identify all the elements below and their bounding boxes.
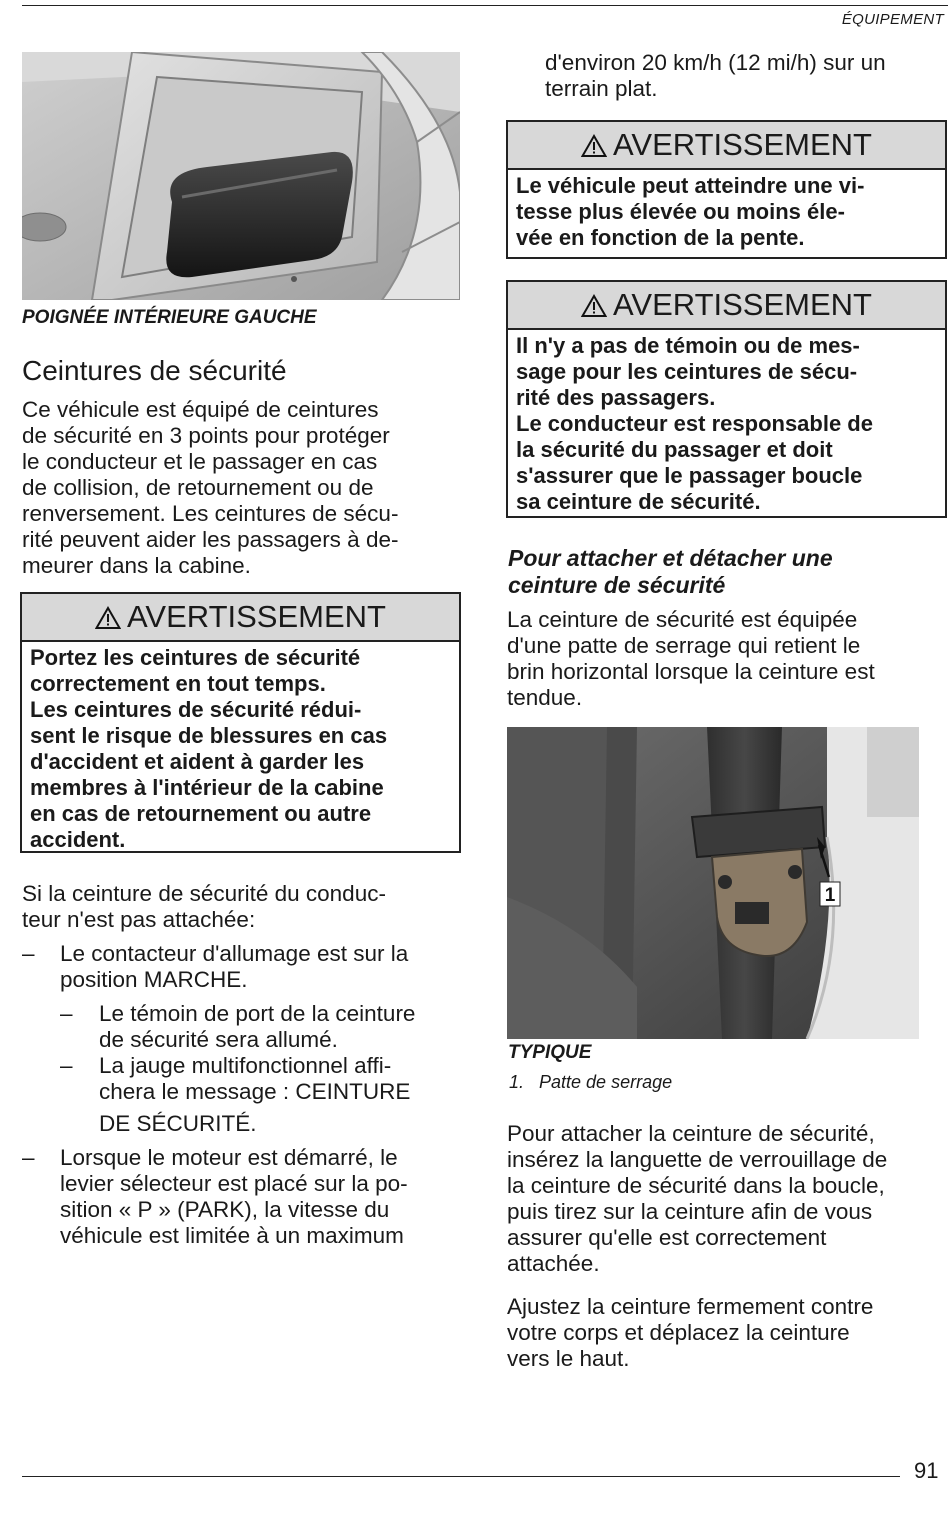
warning-title: AVERTISSEMENT — [127, 599, 386, 634]
text-line: sition « P » (PARK), la vitesse du — [60, 1197, 390, 1222]
text-line: assurer qu'elle est correctement — [507, 1225, 827, 1250]
text-line: brin horizontal lorsque la ceinture est — [507, 659, 875, 684]
attach-paragraph — [507, 1121, 945, 1277]
text-line: Les ceintures de sécurité rédui- — [30, 697, 362, 722]
belt-clip-paragraph — [507, 607, 945, 711]
list-dash: – — [22, 1145, 35, 1170]
text-line: La ceinture de sécurité est équipée — [507, 607, 858, 632]
text-line: Lorsque le moteur est démarré, le — [60, 1145, 398, 1170]
warning-box-seatbelt — [20, 592, 461, 853]
text-line: Le véhicule peut atteindre une vi- — [516, 173, 865, 198]
warning-text — [508, 330, 945, 519]
callout-number: 1 — [824, 885, 836, 906]
text-line: sage pour les ceintures de sécu- — [516, 359, 858, 384]
adjust-paragraph — [507, 1294, 945, 1372]
text-line: sent le risque de blessures en cas — [30, 723, 388, 748]
intro-paragraph — [22, 397, 460, 579]
warning-triangle-icon — [581, 134, 607, 158]
text-line: d'une patte de serrage qui retient le — [507, 633, 861, 658]
text-line: levier sélecteur est placé sur la po- — [60, 1171, 408, 1196]
warning-title: AVERTISSEMENT — [613, 287, 872, 322]
condition-paragraph — [22, 881, 460, 933]
text-line: tendue. — [507, 685, 583, 710]
warning-triangle-icon — [95, 606, 121, 630]
text-line: de sécurité en 3 points pour protéger — [22, 423, 390, 448]
figure-caption-typical: TYPIQUE — [508, 1042, 592, 1063]
warning-triangle-icon — [581, 294, 607, 318]
text-line: terrain plat. — [545, 76, 658, 101]
text-line: le conducteur et le passager en cas — [22, 449, 378, 474]
warning-text — [22, 642, 459, 857]
text-line: Si la ceinture de sécurité du conduc- — [22, 881, 386, 906]
text-line: position MARCHE. — [60, 967, 248, 992]
list-item-engine-started — [60, 1145, 460, 1249]
text-line: rité peuvent aider les passagers à de- — [22, 527, 399, 552]
text-line: tesse plus élevée ou moins éle- — [516, 199, 845, 224]
section-header: ÉQUIPEMENT — [841, 11, 944, 28]
section-title: Ceintures de sécurité — [22, 355, 287, 386]
list-dash: – — [22, 941, 35, 966]
text-line: ceinture de sécurité — [508, 572, 726, 598]
text-line: la sécurité du passager et doit — [516, 437, 833, 462]
seatbelt-photo — [507, 727, 919, 1039]
list-dash: – — [60, 1053, 73, 1078]
text-line: Il n'y a pas de témoin ou de mes- — [516, 333, 860, 358]
text-line: Portez les ceintures de sécurité — [30, 645, 361, 670]
text-line: insérez la languette de verrouillage de — [507, 1147, 888, 1172]
header-rule — [22, 5, 948, 6]
subsection-title — [508, 545, 833, 599]
text-line: d'environ 20 km/h (12 mi/h) sur un — [545, 50, 886, 75]
text-line: puis tirez sur la ceinture afin de vous — [507, 1199, 873, 1224]
sublist-item-gauge — [99, 1053, 460, 1137]
text-line: accident. — [30, 827, 126, 852]
warning-title: AVERTISSEMENT — [613, 127, 872, 162]
text-line: attachée. — [507, 1251, 600, 1276]
warning-box-speed — [506, 120, 947, 259]
text-line: Le conducteur est responsable de — [516, 411, 873, 436]
text-line: de collision, de retournement ou de — [22, 475, 374, 500]
text-line: en cas de retournement ou autre — [30, 801, 372, 826]
text-line: sa ceinture de sécurité. — [516, 489, 761, 514]
text-line: d'accident et aident à garder les — [30, 749, 365, 774]
text-line: chera le message : CEINTURE — [99, 1079, 411, 1104]
continued-text — [545, 50, 945, 102]
text-line: membres à l'intérieur de la cabine — [30, 775, 384, 800]
text-line: s'assurer que le passager boucle — [516, 463, 863, 488]
warning-text — [508, 170, 945, 255]
footer-rule — [22, 1476, 900, 1477]
text-line: DE SÉCURITÉ. — [99, 1111, 257, 1136]
warning-header — [508, 282, 945, 330]
text-line: Ajustez la ceinture fermement contre — [507, 1294, 874, 1319]
figure-caption-door-handle: POIGNÉE INTÉRIEURE GAUCHE — [22, 307, 317, 328]
text-line: vers le haut. — [507, 1346, 630, 1371]
text-line: rité des passagers. — [516, 385, 716, 410]
text-line: Ce véhicule est équipé de ceintures — [22, 397, 379, 422]
text-line: La jauge multifonctionnel affi- — [99, 1053, 392, 1078]
list-dash: – — [60, 1001, 73, 1026]
text-line: teur n'est pas attachée: — [22, 907, 256, 932]
text-line: vée en fonction de la pente. — [516, 225, 805, 250]
text-line: Le témoin de port de la ceinture — [99, 1001, 416, 1026]
list-item-ignition — [60, 941, 460, 993]
warning-header — [508, 122, 945, 170]
figure-legend: 1. Patte de serrage — [509, 1072, 673, 1092]
sublist-item-indicator — [99, 1001, 460, 1053]
text-line: Le contacteur d'allumage est sur la — [60, 941, 409, 966]
text-line: Pour attacher et détacher une — [508, 545, 833, 571]
text-line: de sécurité sera allumé. — [99, 1027, 338, 1052]
text-line: votre corps et déplacez la ceinture — [507, 1320, 850, 1345]
text-line: renversement. Les ceintures de sécu- — [22, 501, 399, 526]
text-line: la ceinture de sécurité dans la boucle, — [507, 1173, 885, 1198]
door-handle-figure — [22, 52, 460, 300]
text-line: correctement en tout temps. — [30, 671, 326, 696]
text-line: véhicule est limitée à un maximum — [60, 1223, 404, 1248]
text-line: meurer dans la cabine. — [22, 553, 251, 578]
warning-box-passenger — [506, 280, 947, 518]
text-line: Pour attacher la ceinture de sécurité, — [507, 1121, 875, 1146]
page-number: 91 — [914, 1458, 939, 1483]
warning-header — [22, 594, 459, 642]
